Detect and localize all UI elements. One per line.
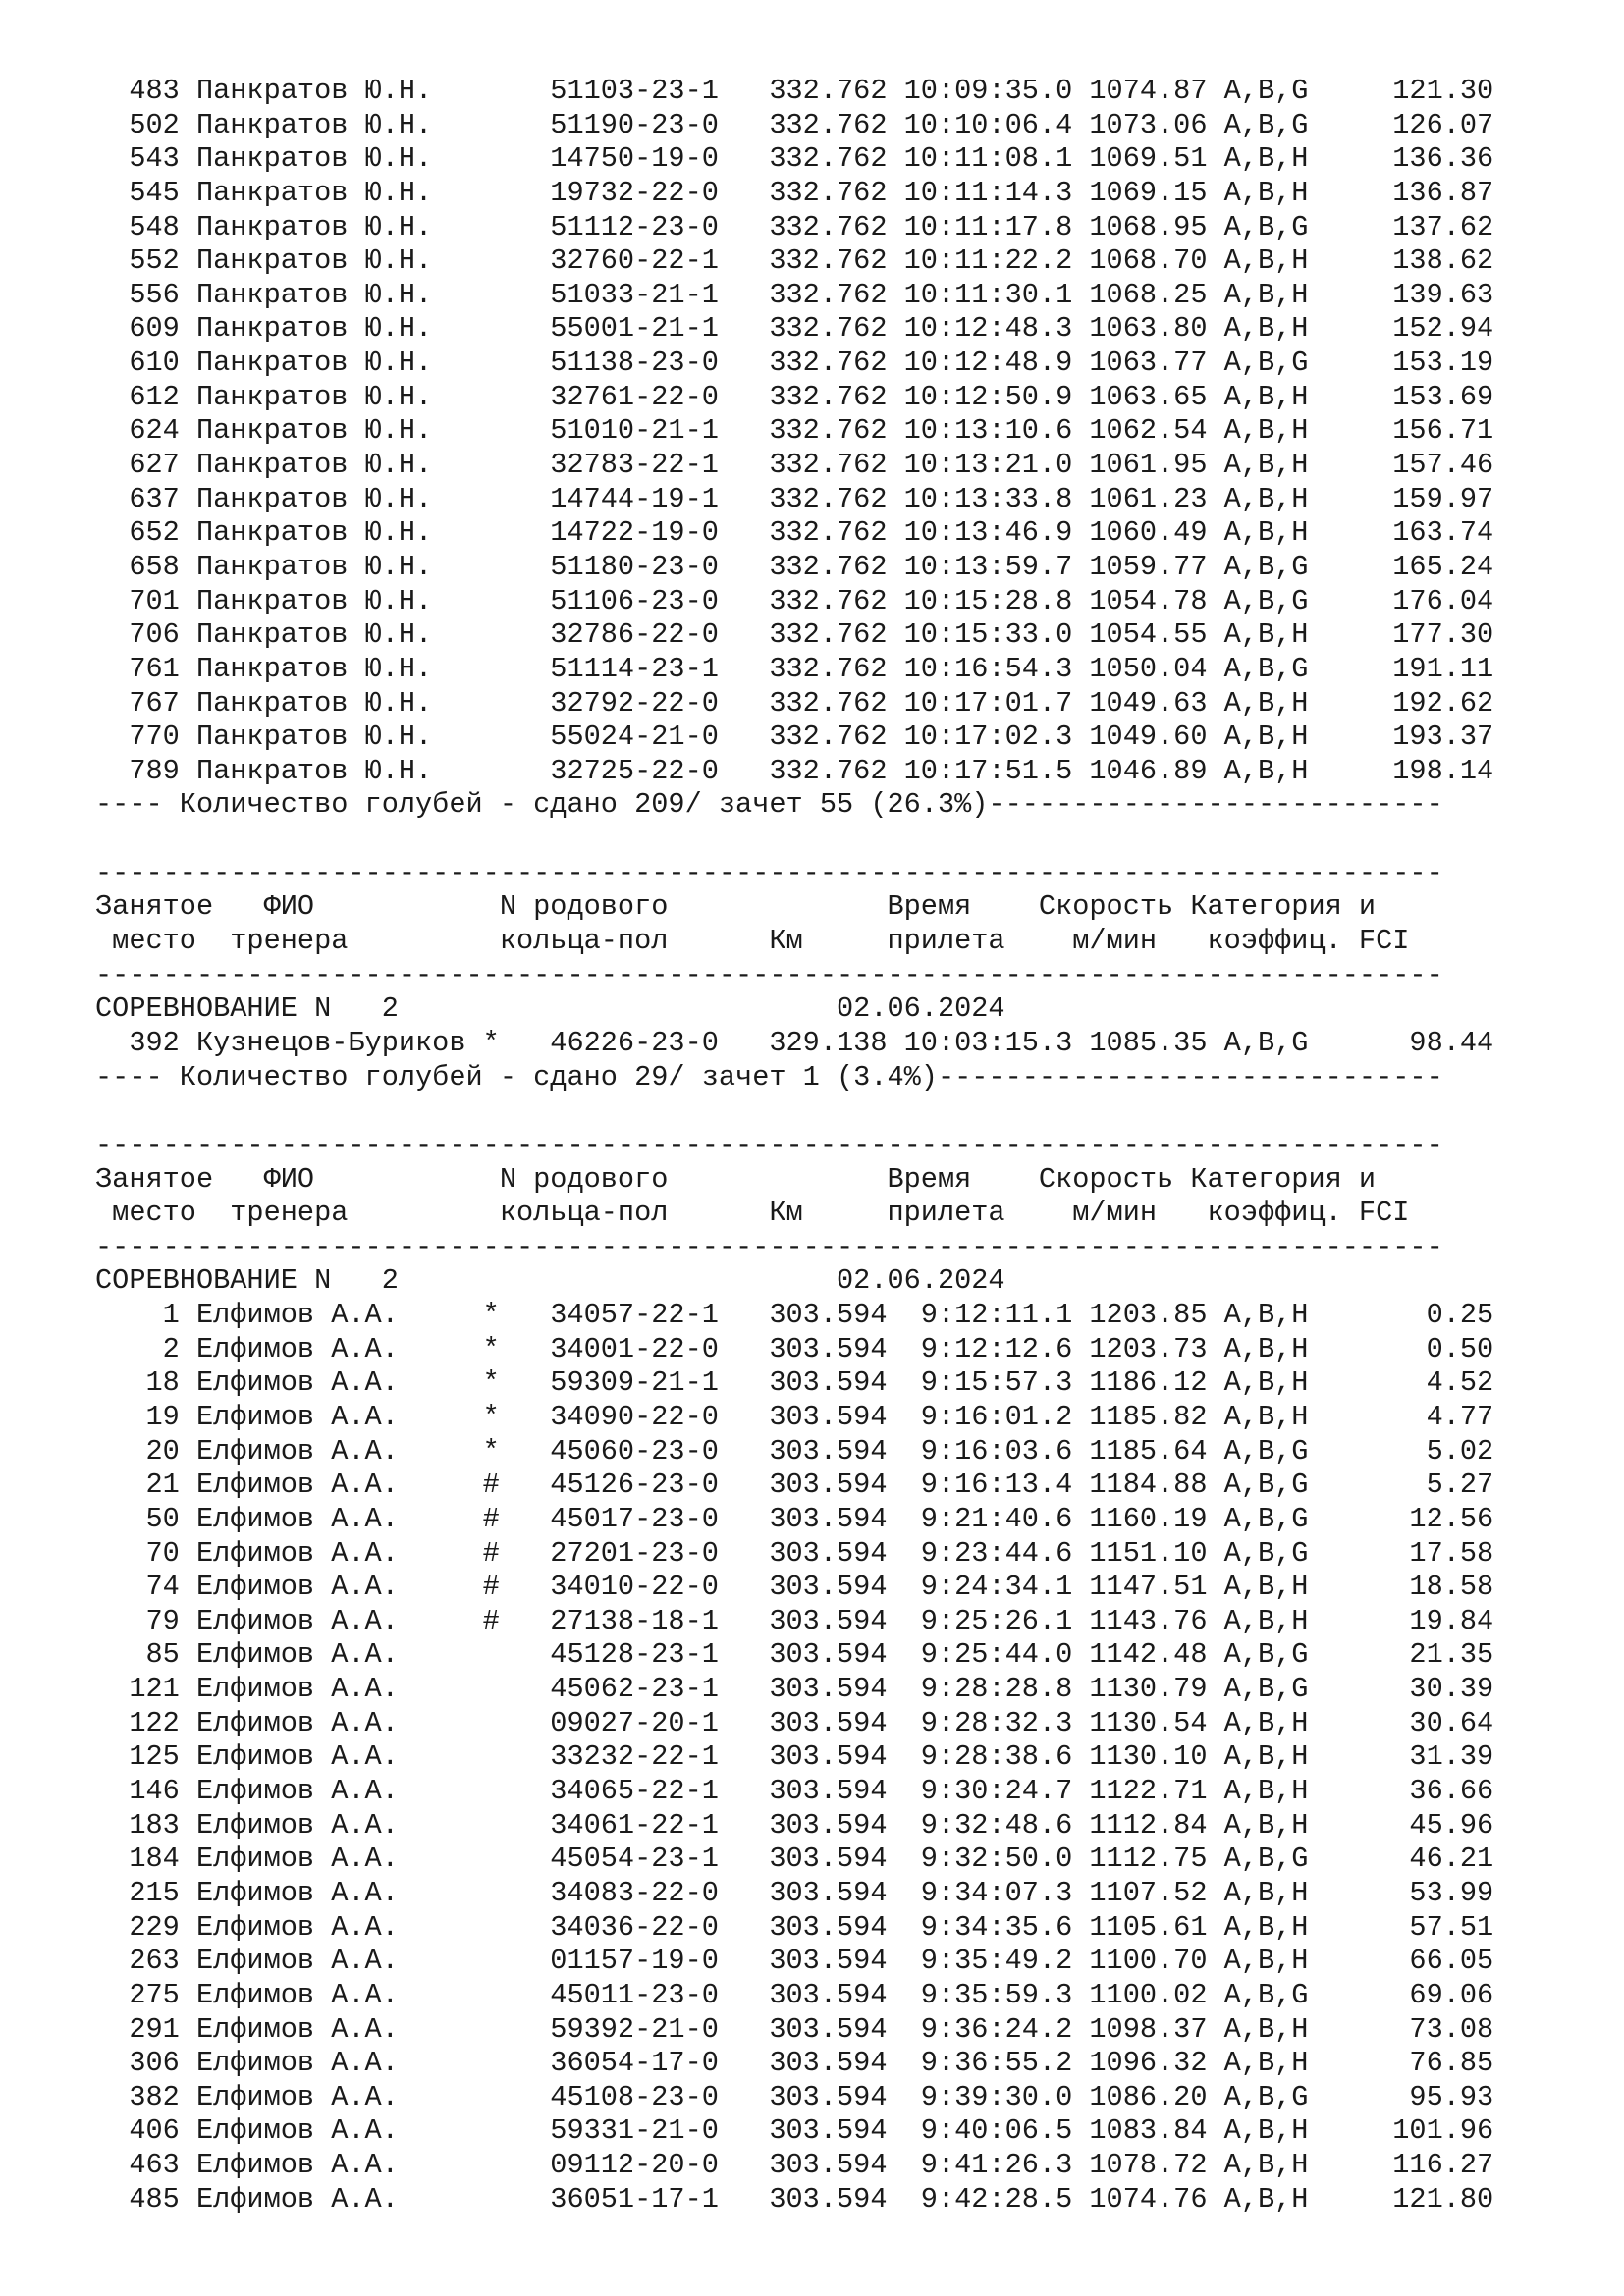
- result-row: 706 Панкратов Ю.Н. 32786-22-0 332.762 10:15:33.0 1054.55 A,B,H 177.30: [95, 618, 1494, 652]
- result-row: 19 Елфимов А.А. * 34090-22-0 303.594 9:16:01.2 1185.82 A,B,H 4.77: [95, 1400, 1494, 1433]
- result-row: 637 Панкратов Ю.Н. 14744-19-1 332.762 10:13:33.8 1061.23 A,B,H 159.97: [95, 482, 1494, 515]
- result-row: 552 Панкратов Ю.Н. 32760-22-1 332.762 10:11:22.2 1068.70 A,B,H 138.62: [95, 244, 1494, 278]
- result-row: 767 Панкратов Ю.Н. 32792-22-0 332.762 10:17:01.7 1049.63 A,B,H 192.62: [95, 686, 1494, 720]
- result-row: 20 Елфимов А.А. * 45060-23-0 303.594 9:16:03.6 1185.64 A,B,G 5.02: [95, 1434, 1494, 1468]
- result-row: 125 Елфимов А.А. 33232-22-1 303.594 9:28:38.6 1130.10 A,B,H 31.39: [95, 1740, 1494, 1774]
- result-row: 70 Елфимов А.А. # 27201-23-0 303.594 9:23:44.6 1151.10 A,B,G 17.58: [95, 1536, 1494, 1570]
- result-row: 183 Елфимов А.А. 34061-22-1 303.594 9:32:48.6 1112.84 A,B,H 45.96: [95, 1808, 1494, 1842]
- result-row: 382 Елфимов А.А. 45108-23-0 303.594 9:39:30.0 1086.20 A,B,G 95.93: [95, 2080, 1494, 2113]
- result-row: 701 Панкратов Ю.Н. 51106-23-0 332.762 10:15:28.8 1054.78 A,B,G 176.04: [95, 584, 1494, 617]
- result-row: 770 Панкратов Ю.Н. 55024-21-0 332.762 10:17:02.3 1049.60 A,B,H 193.37: [95, 721, 1494, 754]
- competition-line: СОРЕВНОВАНИЕ N 2 02.06.2024: [95, 1264, 1005, 1298]
- result-row: 627 Панкратов Ю.Н. 32783-22-1 332.762 10:13:21.0 1061.95 A,B,H 157.46: [95, 449, 1494, 482]
- blank-line: [95, 1095, 1493, 1129]
- result-row: 121 Елфимов А.А. 45062-23-1 303.594 9:28:28.8 1130.79 A,B,G 30.39: [95, 1673, 1494, 1706]
- result-row: 463 Елфимов А.А. 09112-20-0 303.594 9:41:26.3 1078.72 A,B,H 116.27: [95, 2149, 1494, 2182]
- separator-line: --------------------------------------------------------------------------------: [95, 1230, 1443, 1263]
- result-row: 74 Елфимов А.А. # 34010-22-0 303.594 9:24:34.1 1147.51 A,B,H 18.58: [95, 1571, 1494, 1604]
- summary-line: ---- Количество голубей - сдано 209/ зачет 55 (26.3%)---------------------------: [95, 788, 1443, 822]
- result-row: 545 Панкратов Ю.Н. 19732-22-0 332.762 10:11:14.3 1069.15 A,B,H 136.87: [95, 176, 1494, 209]
- result-row: 85 Елфимов А.А. 45128-23-1 303.594 9:25:44.0 1142.48 A,B,G 21.35: [95, 1638, 1494, 1672]
- column-header-line: Занятое ФИО N родового Время Скорость Категория и: [95, 890, 1377, 924]
- result-row: 50 Елфимов А.А. # 45017-23-0 303.594 9:21:40.6 1160.19 A,B,G 12.56: [95, 1502, 1494, 1535]
- column-header-line: место тренера кольца-пол Км прилета м/мин коэффиц. FCI: [95, 925, 1410, 958]
- result-row: 392 Кузнецов-Буриков * 46226-23-0 329.138 10:03:15.3 1085.35 A,B,G 98.44: [95, 1026, 1494, 1059]
- result-row: 21 Елфимов А.А. # 45126-23-0 303.594 9:16:13.4 1184.88 A,B,G 5.27: [95, 1468, 1494, 1502]
- separator-line: --------------------------------------------------------------------------------: [95, 1128, 1443, 1161]
- result-row: 18 Елфимов А.А. * 59309-21-1 303.594 9:15:57.3 1186.12 A,B,H 4.52: [95, 1366, 1494, 1400]
- result-row: 556 Панкратов Ю.Н. 51033-21-1 332.762 10:11:30.1 1068.25 A,B,H 139.63: [95, 278, 1494, 311]
- result-row: 215 Елфимов А.А. 34083-22-0 303.594 9:34:07.3 1107.52 A,B,H 53.99: [95, 1876, 1494, 1909]
- result-row: 612 Панкратов Ю.Н. 32761-22-0 332.762 10:12:50.9 1063.65 A,B,H 153.69: [95, 380, 1494, 413]
- result-row: 652 Панкратов Ю.Н. 14722-19-0 332.762 10:13:46.9 1060.49 A,B,H 163.74: [95, 516, 1494, 550]
- result-row: 291 Елфимов А.А. 59392-21-0 303.594 9:36:24.2 1098.37 A,B,H 73.08: [95, 2012, 1494, 2046]
- separator-line: --------------------------------------------------------------------------------: [95, 856, 1443, 889]
- result-row: 609 Панкратов Ю.Н. 55001-21-1 332.762 10:12:48.3 1063.80 A,B,H 152.94: [95, 312, 1494, 346]
- result-row: 122 Елфимов А.А. 09027-20-1 303.594 9:28:32.3 1130.54 A,B,H 30.64: [95, 1706, 1494, 1739]
- column-header-line: место тренера кольца-пол Км прилета м/мин коэффиц. FCI: [95, 1197, 1410, 1230]
- separator-line: --------------------------------------------------------------------------------: [95, 958, 1443, 991]
- result-row: 761 Панкратов Ю.Н. 51114-23-1 332.762 10:16:54.3 1050.04 A,B,G 191.11: [95, 652, 1494, 685]
- result-row: 2 Елфимов А.А. * 34001-22-0 303.594 9:12:12.6 1203.73 A,B,H 0.50: [95, 1332, 1494, 1365]
- competition-line: СОРЕВНОВАНИЕ N 2 02.06.2024: [95, 992, 1005, 1026]
- results-report: [95, 75, 1493, 2216]
- result-row: 229 Елфимов А.А. 34036-22-0 303.594 9:34:35.6 1105.61 A,B,H 57.51: [95, 1910, 1494, 1944]
- result-row: 483 Панкратов Ю.Н. 51103-23-1 332.762 10:09:35.0 1074.87 A,B,G 121.30: [95, 75, 1494, 107]
- result-row: 610 Панкратов Ю.Н. 51138-23-0 332.762 10:12:48.9 1063.77 A,B,G 153.19: [95, 347, 1494, 380]
- result-row: 306 Елфимов А.А. 36054-17-0 303.594 9:36:55.2 1096.32 A,B,H 76.85: [95, 2047, 1494, 2080]
- result-row: 275 Елфимов А.А. 45011-23-0 303.594 9:35:59.3 1100.02 A,B,G 69.06: [95, 1978, 1494, 2011]
- result-row: 406 Елфимов А.А. 59331-21-0 303.594 9:40:06.5 1083.84 A,B,H 101.96: [95, 2114, 1494, 2148]
- result-row: 184 Елфимов А.А. 45054-23-1 303.594 9:32:50.0 1112.75 A,B,G 46.21: [95, 1842, 1494, 1876]
- result-row: 1 Елфимов А.А. * 34057-22-1 303.594 9:12:11.1 1203.85 A,B,H 0.25: [95, 1299, 1494, 1332]
- result-row: 79 Елфимов А.А. # 27138-18-1 303.594 9:25:26.1 1143.76 A,B,H 19.84: [95, 1604, 1494, 1637]
- summary-line: ---- Количество голубей - сдано 29/ зачет 1 (3.4%)------------------------------: [95, 1060, 1443, 1094]
- result-row: 658 Панкратов Ю.Н. 51180-23-0 332.762 10:13:59.7 1059.77 A,B,G 165.24: [95, 550, 1494, 583]
- result-row: 485 Елфимов А.А. 36051-17-1 303.594 9:42:28.5 1074.76 A,B,H 121.80: [95, 2182, 1494, 2216]
- result-row: 548 Панкратов Ю.Н. 51112-23-0 332.762 10:11:17.8 1068.95 A,B,G 137.62: [95, 210, 1494, 243]
- result-row: 502 Панкратов Ю.Н. 51190-23-0 332.762 10:10:06.4 1073.06 A,B,G 126.07: [95, 108, 1494, 141]
- result-row: 789 Панкратов Ю.Н. 32725-22-0 332.762 10:17:51.5 1046.89 A,B,H 198.14: [95, 754, 1494, 787]
- result-row: 624 Панкратов Ю.Н. 51010-21-1 332.762 10:13:10.6 1062.54 A,B,H 156.71: [95, 414, 1494, 448]
- column-header-line: Занятое ФИО N родового Время Скорость Категория и: [95, 1162, 1377, 1196]
- result-row: 146 Елфимов А.А. 34065-22-1 303.594 9:30:24.7 1122.71 A,B,H 36.66: [95, 1775, 1494, 1808]
- blank-line: [95, 823, 1493, 857]
- result-row: 263 Елфимов А.А. 01157-19-0 303.594 9:35:49.2 1100.70 A,B,H 66.05: [95, 1945, 1494, 1978]
- result-row: 543 Панкратов Ю.Н. 14750-19-0 332.762 10:11:08.1 1069.51 A,B,H 136.36: [95, 142, 1494, 176]
